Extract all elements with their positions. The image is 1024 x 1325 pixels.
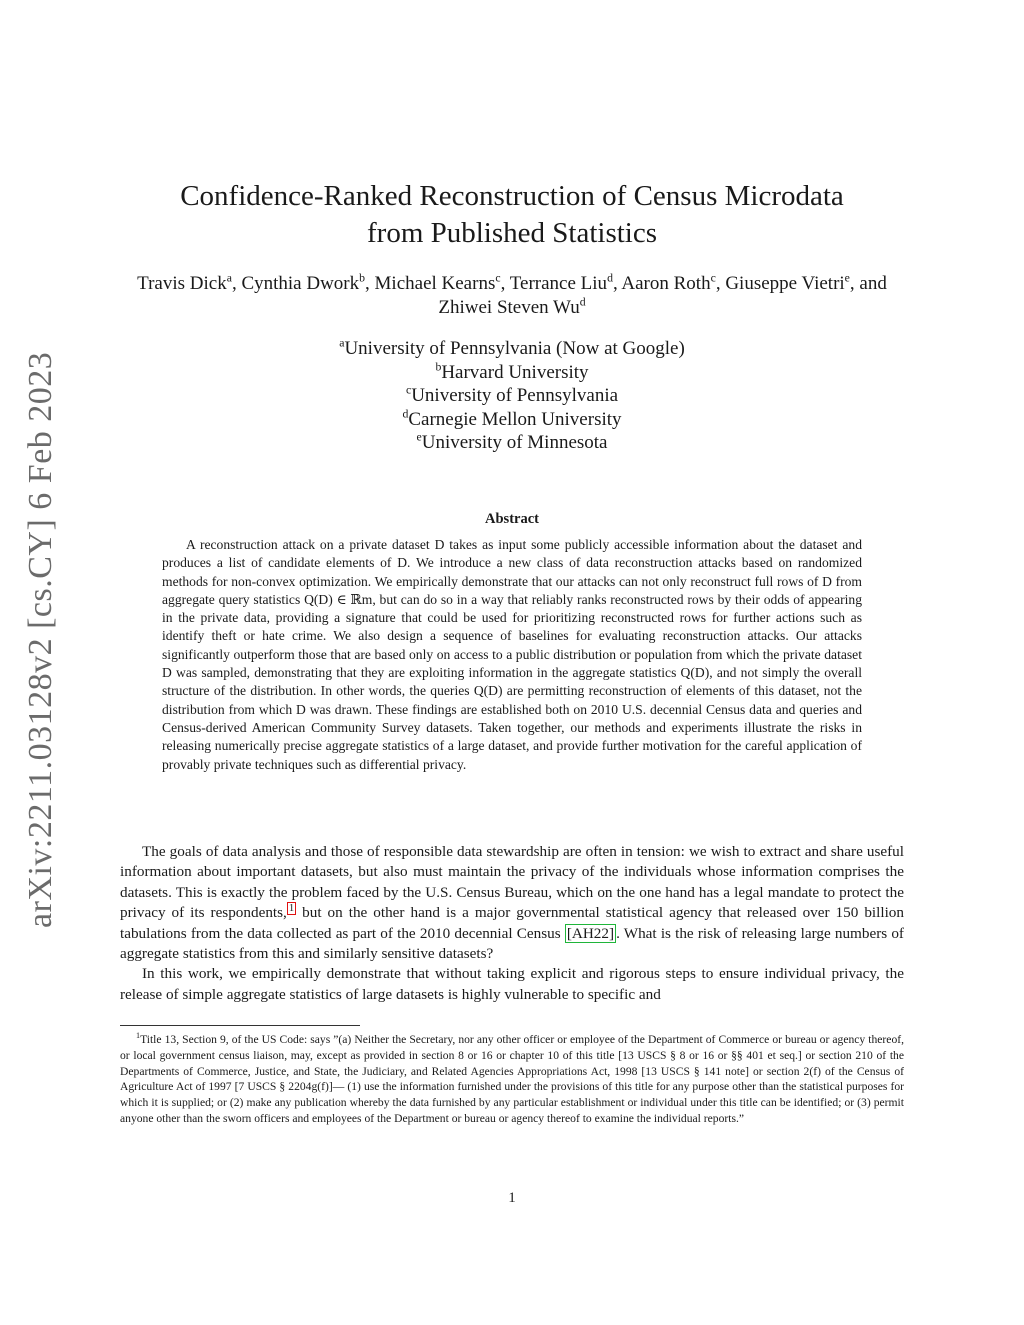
affiliation: $^b$Harvard University bbox=[435, 360, 589, 383]
paragraph: In this work, we empirically demonstrate that without taking explicit and rigorous steps to ensure individual privacy, the release of simple aggregate statistics of large datasets is highly vulnerable to specific and bbox=[120, 965, 904, 1003]
title-line-1: Confidence-Ranked Reconstruction of Census Microdata bbox=[180, 180, 844, 212]
footnote-link[interactable]: 1 bbox=[288, 903, 295, 915]
citation-link[interactable]: [AH22] bbox=[566, 924, 615, 942]
affiliation-list bbox=[120, 337, 904, 455]
affiliation: $^a$University of Pennsylvania (Now at Google) bbox=[339, 336, 685, 359]
author: Zhiwei Steven Wu$^d$ bbox=[438, 295, 586, 318]
footnote: $^1$Title 13, Section 9, of the US Code: says ”(a) Neither the Secretary, nor any other officer or employee of the Department of Commerce or bureau or agency thereof, or local government census liaison, may, except as provided in section 8 or 16 or chapter 10 of this title [13 USCS § 8 or 16 or §§ 401 et seq.] or section 210 of the Departments of Commerce, Justice, and State, the Judiciary, and Related Agencies Appropriations Act, 1998 [13 USCS § 141 note] or section 2(f) of the Census of Agriculture Act of 1997 [7 USCS § 2204g(f)]— (1) use the information furnished under the provisions of this title for any purpose other than the statistical purposes for which it is supplied; or (2) make any publication whereby the data furnished by any particular establishment or individual under this title can be identified; or (3) permit anyone other than the sworn officers and employees of the Department or bureau or agency thereof to examine the individual reports.” bbox=[120, 1031, 904, 1125]
title-line-2: from Published Statistics bbox=[367, 217, 657, 249]
abstract-heading: Abstract bbox=[485, 511, 539, 527]
author: Aaron Roth$^c$, bbox=[621, 271, 726, 294]
author: Giuseppe Vietri$^e$, and bbox=[725, 271, 887, 294]
author: Michael Kearns$^c$, bbox=[374, 271, 510, 294]
affiliation: $^e$University of Minnesota bbox=[416, 430, 608, 453]
author: Cynthia Dwork$^b$, bbox=[241, 271, 375, 294]
arxiv-stamp[interactable]: arXiv:2211.03128v2 [cs.CY] 6 Feb 2023 bbox=[22, 351, 59, 928]
paragraph: The goals of data analysis and those of responsible data stewardship are often in tension: we wish to extract and share useful information about important datasets, but also must maintain the privacy of the individuals whose information comprises the datasets. This is exactly the problem faced by the U.S. Census Bureau, which on the one hand has a legal mandate to protect the privacy of its respondents, $^1$ but on the other hand is a major governmental statistical agency that released over 150 billion tabulations from the data collected as part of the 2010 decennial Census [AH22] . What is the risk of releasing large numbers of aggregate statistics from this and similarly sensitive datasets? bbox=[120, 843, 904, 963]
affiliation: $^c$University of Pennsylvania bbox=[405, 383, 619, 406]
intro-text bbox=[120, 842, 904, 1005]
author: Terrance Liu$^d$, bbox=[509, 271, 622, 294]
paper-title bbox=[120, 178, 904, 252]
abstract-text: A reconstruction attack on a private dataset D takes as input some publicly accessible information about the dataset and produces a list of candidate elements of D. We introduce a new class of data reconstruction attacks based on randomized methods for non-convex optimization. We empirically demonstrate that our attacks can not only reconstruct full rows of D from aggregate query statistics Q(D) ∈ ℝm, but can do so in a way that reliably ranks reconstructed rows by their odds of appearing in the private data, providing a signature that could be used for prioritizing reconstructed rows for further actions such as identify theft or hate crime. We also design a sequence of baselines for evaluating reconstruction attacks. Our attacks significantly outperform those that are based only on access to a public distribution or population from which the private dataset D was sampled, demonstrating that they are exploiting information in the aggregate statistics Q(D), and not simply the overall structure of the distribution. In other words, the queries Q(D) are permitting reconstruction of elements of this dataset, not the distribution from which D was drawn. These findings are established both on 2010 U.S. decennial Census data and queries and Census-derived American Community Survey datasets. Taken together, our methods and experiments illustrate the risks in releasing numerically precise aggregate statistics of a large dataset, and provide further motivation for the careful application of provably private techniques such as differential privacy. bbox=[162, 537, 862, 772]
footnote-divider bbox=[120, 1025, 360, 1026]
author-list bbox=[125, 272, 899, 320]
page-number: 1 bbox=[508, 1190, 516, 1206]
affiliation: $^d$Carnegie Mellon University bbox=[402, 407, 622, 430]
author: Travis Dick$^a$, bbox=[137, 271, 242, 294]
